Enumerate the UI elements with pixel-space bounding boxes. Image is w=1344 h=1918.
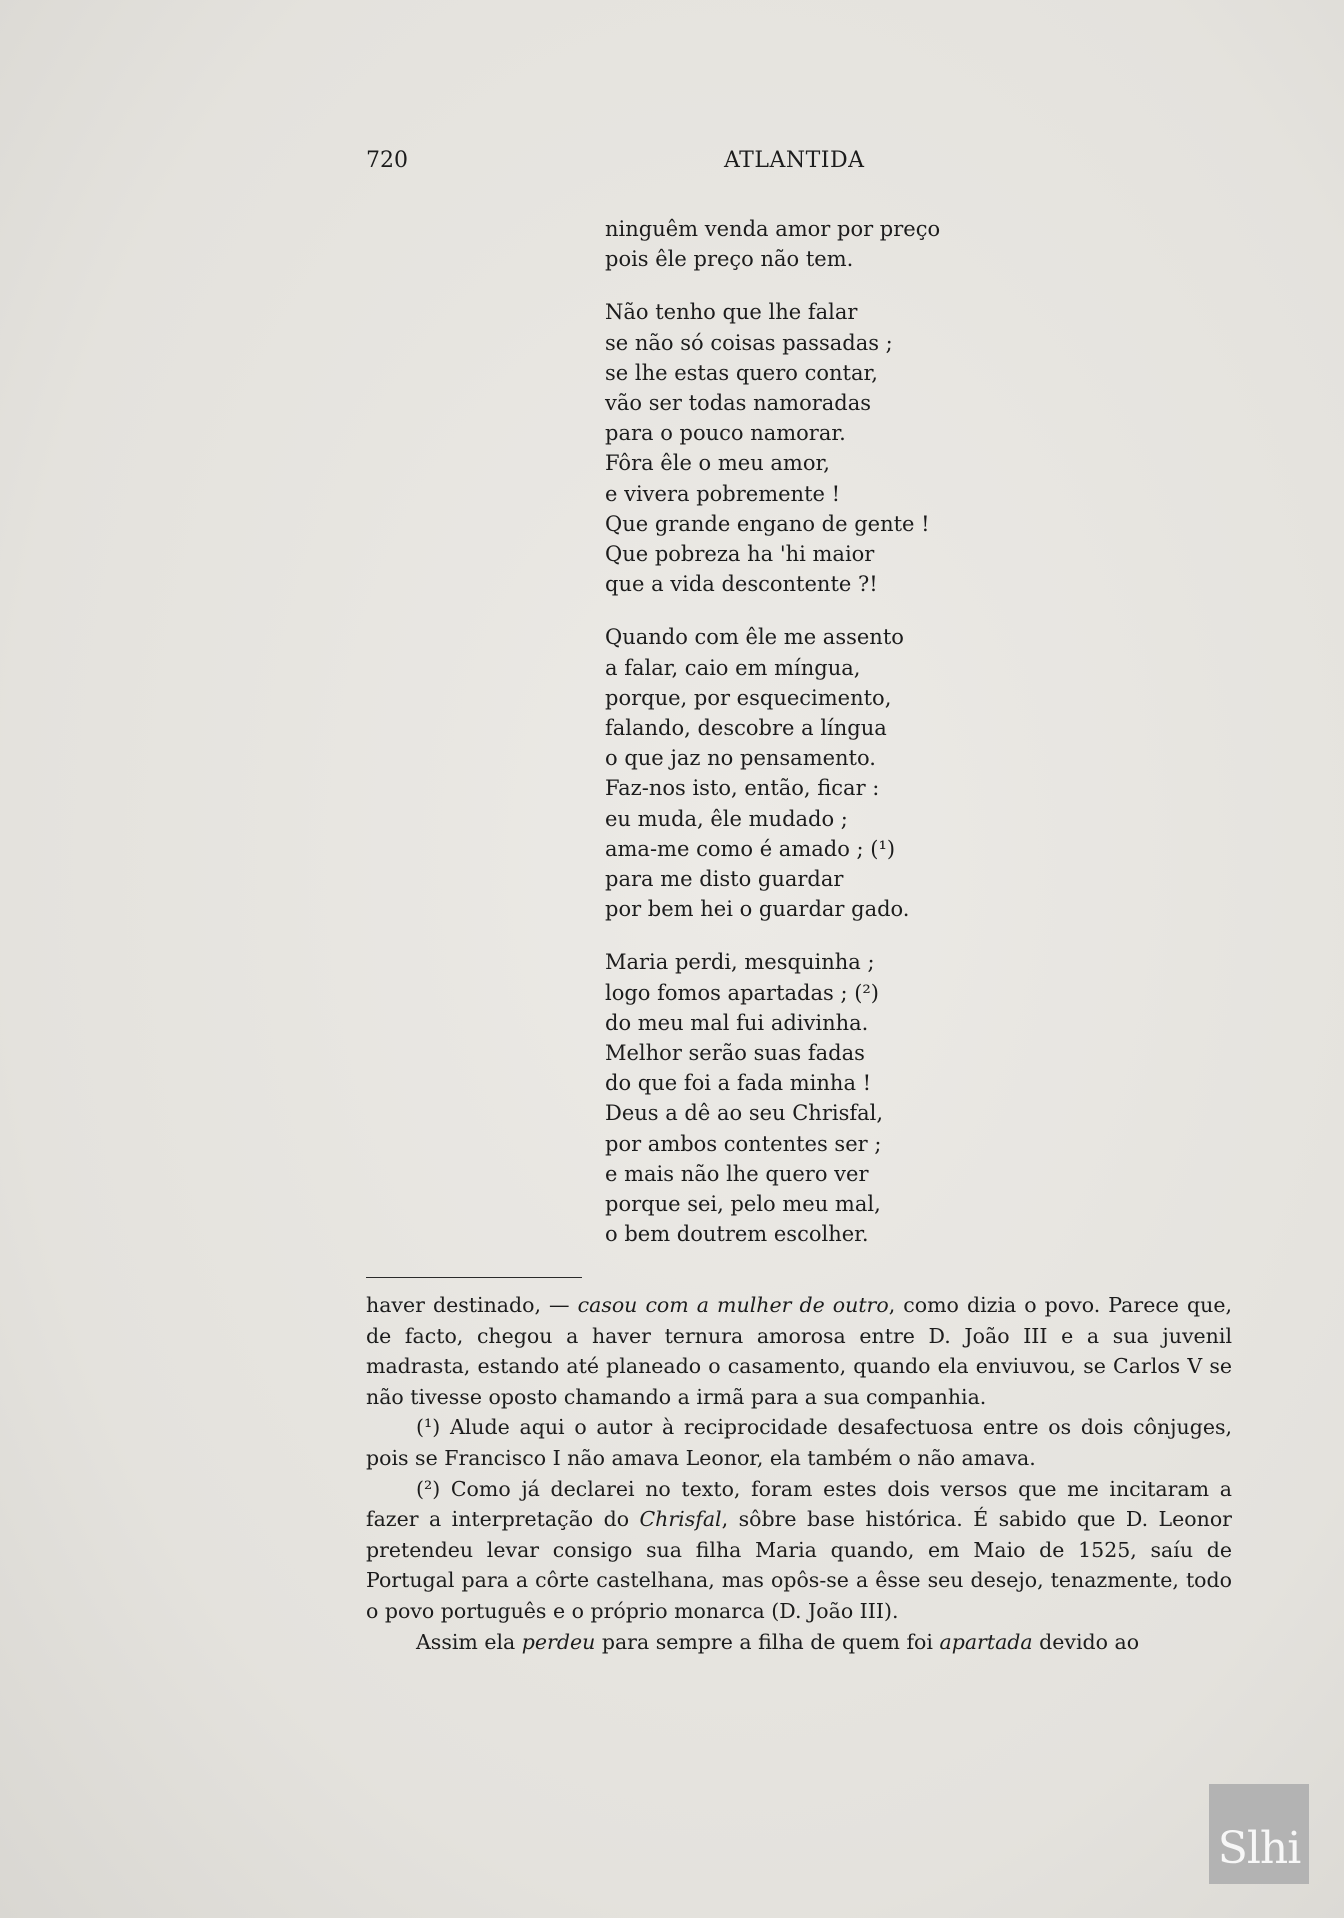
stanza [605,214,1025,274]
verse-line: e vivera pobremente ! [605,481,841,506]
verse-line: Não tenho que lhe falar [605,300,858,325]
verse-line: por ambos contentes ser ; [605,1131,882,1156]
verse-line: se lhe estas quero contar, [605,360,878,385]
verse-line: ninguêm venda amor por preço [605,217,941,241]
text-run: para sempre a filha de quem foi [595,1629,940,1654]
italic-text: apartada [939,1629,1033,1654]
footnote-continuation [366,1290,1232,1412]
verse-line: para o pouco namorar. [605,421,846,446]
footnote-1: (¹) Alude aqui o autor à reciprocidade desafectuosa entre os dois cônjuges, pois se Francisco I não amava Leonor, ela também o não amava. [366,1415,1232,1470]
running-title: ATLANTIDA [724,148,865,173]
stanza [605,297,1025,599]
verse-line: o bem doutrem escolher. [605,1222,869,1247]
verse-line: por bem hei o guardar gado. [605,897,910,922]
poem [605,214,1025,1250]
footnotes [366,1290,1232,1657]
verse-line: que a vida descontente ?! [605,572,878,597]
verse-line: logo fomos apartadas ; (²) [605,980,879,1005]
text-run: devido ao [1032,1629,1140,1654]
verse-line: Melhor serão suas fadas [605,1041,865,1066]
italic-text: Chrisfal [639,1507,722,1532]
verse-line: Maria perdi, mesquinha ; [605,950,875,975]
page-number: 720 [366,148,408,173]
verse-line: para me disto guardar [605,867,844,892]
verse-line: do que foi a fada minha ! [605,1071,872,1096]
verse-line: falando, descobre a língua [605,716,887,741]
italic-text: perdeu [521,1629,596,1654]
text-run: (²) Como já declarei no texto, foram estes dois versos que me incitaram a fazer a interpretação do [366,1476,1232,1532]
library-logo: Slhi [1209,1784,1309,1884]
stanza [605,947,1025,1249]
verse-line: se não só coisas passadas ; [605,330,893,355]
text-run: , sôbre base histórica. É sabido que D. Leonor pretendeu levar consigo sua filha Maria quando, em Maio de 1525, saíu de Portugal para a côrte castelhana, mas opôs-se a êsse seu desejo, tenazmente, todo o povo português e o próprio monarca (D. João III). [366,1507,1232,1623]
italic-text: casou com a mulher de outro [577,1293,889,1317]
verse-line: Faz-nos isto, então, ficar : [605,776,880,801]
verse-line: do meu mal fui adivinha. [605,1010,869,1035]
verse-line: Quando com êle me assento [605,625,904,650]
verse-line: vão ser todas namoradas [605,391,872,416]
text-run: haver destinado, — [366,1293,578,1317]
text-run: , como dizia o povo. Parece que, de facto, chegou a haver ternura amorosa entre D. João III e a sua juvenil madrasta, estando até planeado o casamento, quando ela enviuvou, se Carlos V se não tivesse oposto chamando a irmã para a sua companhia. [366,1293,1232,1409]
verse-line: e mais não lhe quero ver [605,1161,869,1186]
verse-line: o que jaz no pensamento. [605,746,876,771]
verse-line: porque, por esquecimento, [605,685,892,710]
footnote-2-continuation [366,1627,1232,1658]
verse-line: Que grande engano de gente ! [605,511,930,536]
stanza [605,622,1025,924]
verse-line: pois êle preço não tem. [605,247,854,272]
verse-line: Deus a dê ao seu Chrisfal, [605,1101,884,1126]
text-run: Assim ela [416,1629,522,1654]
verse-line: ama-me como é amado ; (¹) [605,836,896,861]
verse-line: eu muda, êle mudado ; [605,806,848,831]
verse-line: a falar, caio em míngua, [605,655,861,680]
verse-line: Fôra êle o meu amor, [605,451,830,476]
verse-line: Que pobreza ha 'hi maior [605,542,875,567]
footnote-2 [366,1474,1232,1627]
footnote-rule [366,1277,582,1278]
verse-line: porque sei, pelo meu mal, [605,1192,881,1217]
